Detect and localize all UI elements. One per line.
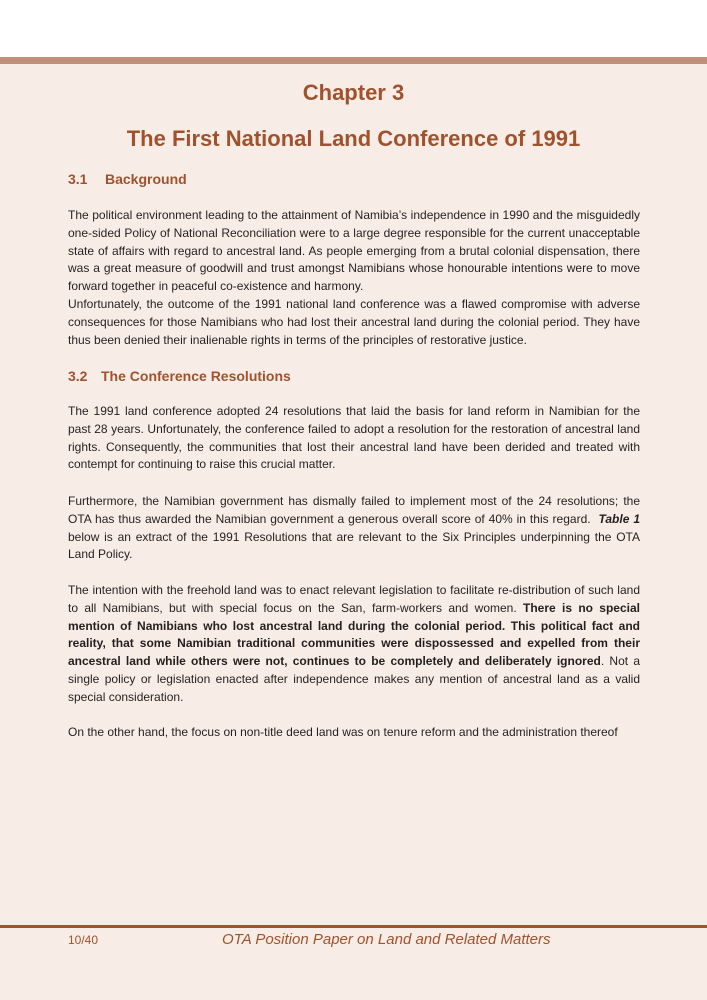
chapter-title: The First National Land Conference of 1991 (126, 126, 581, 151)
paragraph-text: below is an extract of the 1991 Resolutions that are relevant to the Six Principles underpinning the OTA Land Policy. (68, 529, 640, 562)
section-title: The Conference Resolutions (101, 368, 291, 384)
paragraph (68, 582, 640, 707)
top-rule (0, 57, 707, 64)
paragraph-text: Furthermore, the Namibian government has dismally failed to implement most of the 24 resolutions; the OTA has thus awarded the Namibian government a generous overall score of 40% in this regard. (68, 494, 640, 526)
section-heading-resolutions (68, 368, 291, 384)
paragraph (68, 493, 640, 564)
emphasis-text: There is no special mention of Namibians who lost ancestral land during the colonial period. This political fact and reality, that some Namibian traditional communities were dispossessed and expelled from their ancestral land while others were not, continues to be completely and deliberately ignored (68, 600, 640, 669)
paragraph-text: . Not a single policy or legislation enacted after independence makes any mention of ancestral land as a valid special consideration. (68, 654, 640, 704)
paragraph-text: The intention with the freehold land was to enact relevant legislation to facilitate re-distribution of such land to all Namibians, but with special focus on the San, farm-workers and women. (68, 583, 640, 615)
section-number: 3.1 (68, 171, 88, 187)
paragraph: On the other hand, the focus on non-title deed land was on tenure reform and the administration thereof (68, 725, 618, 739)
section-heading-background (68, 171, 187, 187)
paragraph: Unfortunately, the outcome of the 1991 national land conference was a flawed compromise with adverse consequences for those Namibians who had lost their ancestral land during the colonial period. They have thus been denied their inalienable rights in terms of the principles of restorative justice. (68, 297, 640, 347)
paragraph: The political environment leading to the attainment of Namibia’s independence in 1990 and the misguidedly one-sided Policy of National Reconciliation were to a large degree responsible for the current unacceptable state of affairs with regard to ancestral land. As people emerging from a brutal colonial dispensation, there was a great measure of goodwill and trust amongst Namibians whose honourable intentions were to move forward together in peaceful co-existence and harmony. (68, 208, 640, 294)
section-title: Background (105, 171, 187, 187)
table-reference: Table 1 (598, 511, 641, 526)
footer-rule (0, 925, 707, 928)
paragraph: The 1991 land conference adopted 24 resolutions that laid the basis for land reform in Namibian for the past 28 years. Unfortunately, the conference failed to adopt a resolution for the restoration of ancestral land rights. Consequently, the communities that lost their ancestral land have been derided and treated with contempt for continuing to raise this crucial matter. (68, 404, 640, 472)
section-number: 3.2 (68, 368, 88, 384)
chapter-label: Chapter 3 (302, 80, 405, 105)
page-number: 10/40 (68, 933, 99, 947)
footer-title: OTA Position Paper on Land and Related Matters (222, 931, 551, 948)
